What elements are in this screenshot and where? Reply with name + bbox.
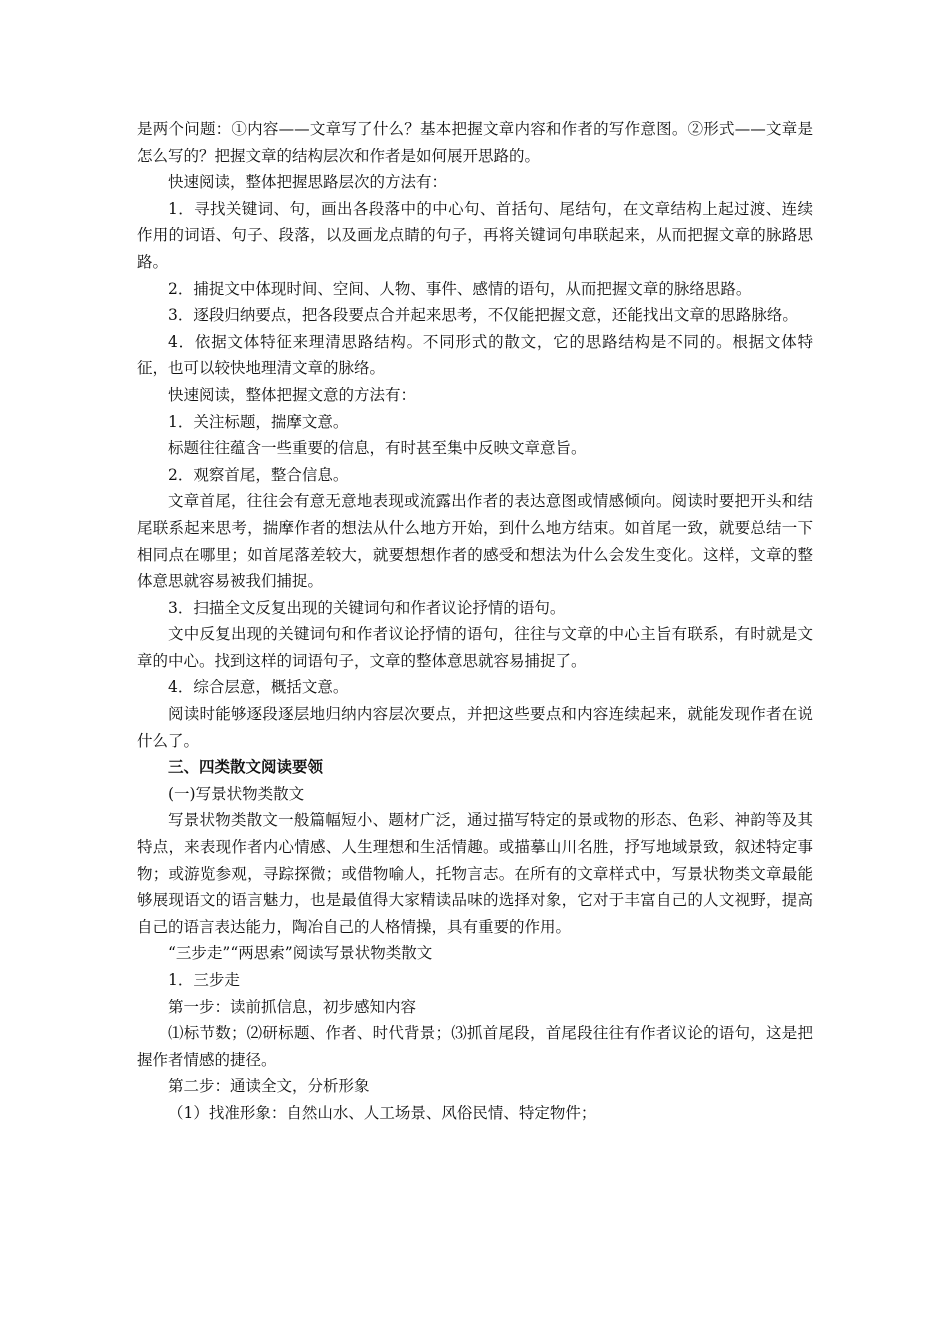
paragraph: 是两个问题：①内容——文章写了什么？基本把握文章内容和作者的写作意图。②形式——文章是怎么写的？把握文章的结构层次和作者是如何展开思路的。 <box>137 120 813 165</box>
paragraph: 阅读时能够逐段逐层地归纳内容层次要点，并把这些要点和内容连续起来，就能发现作者在说什么了。 <box>137 705 813 750</box>
paragraph: （1）找准形象：自然山水、人工场景、风俗民情、特定物件； <box>168 1103 597 1122</box>
paragraph: 1．三步走 <box>168 971 240 989</box>
paragraph: 快速阅读，整体把握文意的方法有： <box>168 385 417 404</box>
document-body <box>137 116 813 1127</box>
paragraph: 文章首尾，往往会有意无意地表现或流露出作者的表达意图或情感倾向。阅读时要把开头和结尾联系起来思考，揣摩作者的想法从什么地方开始，到什么地方结束。如首尾一致，就要总结一下相同点在哪里；如首尾落差较大，就要想想作者的感受和想法为什么会发生变化。这样，文章的整体意思就容易被我们捕捉。 <box>137 492 813 591</box>
paragraph: 1．寻找关键词、句，画出各段落中的中心句、首括句、尾结句，在文章结构上起过渡、连续作用的词语、句子、段落，以及画龙点睛的句子，再将关键词句串联起来，从而把握文章的脉路思路。 <box>137 199 813 271</box>
paragraph: 2．观察首尾，整合信息。 <box>168 465 349 484</box>
paragraph: 2．捕捉文中体现时间、空间、人物、事件、感情的语句，从而把握文章的脉络思路。 <box>168 279 752 298</box>
paragraph: 标题往往蕴含一些重要的信息，有时甚至集中反映文章意旨。 <box>168 439 587 458</box>
paragraph: ⑴标节数；⑵研标题、作者、时代背景；⑶抓首尾段，首尾段往往有作者议论的语句，这是把握作者情感的捷径。 <box>137 1024 813 1069</box>
paragraph: 第一步：读前抓信息，初步感知内容 <box>168 997 417 1016</box>
paragraph: 3．逐段归纳要点，把各段要点合并起来思考，不仅能把握文意，还能找出文章的思路脉络。 <box>168 306 798 325</box>
paragraph: 写景状物类散文一般篇幅短小、题材广泛，通过描写特定的景或物的形态、色彩、神韵等及其特点，来表现作者内心情感、人生理想和生活情趣。或描摹山川名胜，抒写地域景致，叙述特定事物；或游览参观，寻踪探微；或借物喻人，托物言志。在所有的文章样式中，写景状物类文章最能够展现语文的语言魅力，也是最值得大家精读品味的选择对象，它对于丰富自己的人文视野，提高自己的语言表达能力，陶冶自己的人格情操，具有重要的作用。 <box>137 811 813 936</box>
paragraph: 4．综合层意，概括文意。 <box>168 678 349 697</box>
paragraph: 1．关注标题，揣摩文意。 <box>168 412 349 431</box>
paragraph: 4．依据文体特征来理清思路结构。不同形式的散文，它的思路结构是不同的。根据文体特征，也可以较快地理清文章的脉络。 <box>137 332 813 378</box>
paragraph: 快速阅读，整体把握思路层次的方法有： <box>168 173 448 192</box>
paragraph: 3．扫描全文反复出现的关键词句和作者议论抒情的语句。 <box>168 598 566 617</box>
subsection-heading: (一)写景状物类散文 <box>168 784 305 803</box>
paragraph: 文中反复出现的关键词句和作者议论抒情的语句，往往与文章的中心主旨有联系，有时就是文章的中心。找到这样的词语句子，文章的整体意思就容易捕捉了。 <box>137 625 813 670</box>
section-heading: 三、四类散文阅读要领 <box>168 757 324 777</box>
paragraph: 第二步：通读全文，分析形象 <box>168 1077 370 1096</box>
paragraph: “三步走”“两思索”阅读写景状物类散文 <box>168 944 433 963</box>
